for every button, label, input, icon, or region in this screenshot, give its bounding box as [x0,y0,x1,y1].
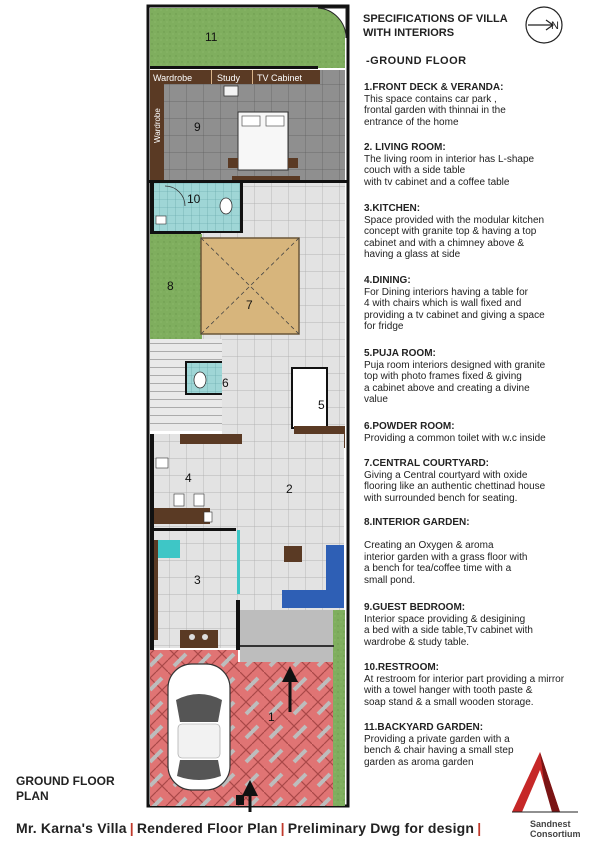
label-wardrobe: Wardrobe [153,73,193,83]
kitchen-counter [180,630,218,648]
spec-item [364,275,590,333]
north-symbol [526,7,562,43]
spec-body: Creating an Oxygen & aroma interior garden with a grass floor with a bench for tea/coffee time with a small pond. [364,540,528,586]
company-name-line1: Sandnest [530,819,571,829]
north-label: N [551,20,559,32]
front-steps [240,610,334,662]
spec-item [364,82,590,128]
floor-heading: -GROUND FLOOR [366,55,467,67]
label-wardrobe-side: Wardrobe [153,108,162,143]
interior-garden [150,234,202,339]
plan-title: GROUND FLOOR PLAN [16,774,115,803]
spec-body: Providing a private garden with a bench & chair having a small step garden as aroma garden [364,733,514,768]
spec-body: Giving a Central courtyard with oxide flooring like an authentic chettinad house with surrounded bench for seating. [364,469,546,504]
room-number-7: 7 [246,298,253,312]
room-number-4: 4 [185,471,192,485]
spec-item [364,722,532,768]
spec-heading: 11.BACKYARD GARDEN: [364,722,484,733]
project-name: Mr. Karna's Villa [16,820,127,836]
spec-item [364,421,590,444]
footer-separator: | [129,820,134,836]
label-tv-cabinet: TV Cabinet [257,73,303,83]
room-number-2: 2 [286,482,293,496]
label-study: Study [217,73,241,83]
dining-table [154,508,210,524]
room-number-8: 8 [167,279,174,293]
room-number-6: 6 [222,376,229,390]
spec-body: Space provided with the modular kitchen concept with granite top & having a top cabinet and with a chimney above & having a glass at side [364,214,545,260]
spec-heading: 6.POWDER ROOM: [364,421,455,432]
company-name-line2: Consortium [530,829,581,839]
sheet-name: Rendered Floor Plan [136,820,278,836]
spec-item [364,662,590,708]
study-chair [224,86,238,96]
spec-body: The living room in interior has L-shape couch with a side table with tv cabinet and a coffee table [364,153,535,188]
company-name [530,819,581,839]
footer-separator: | [477,820,482,836]
spec-heading: 10.RESTROOM: [364,662,440,673]
spec-item [364,458,590,504]
backyard-garden [150,8,345,68]
room-number-9: 9 [194,120,201,134]
spec-heading: 2. LIVING ROOM: [364,142,446,153]
coffee-table [284,546,302,562]
spec-item [364,517,590,586]
central-courtyard [201,238,299,334]
drawing-stage: Preliminary Dwg for design [287,820,475,836]
spec-body: This space contains car park , frontal garden with thinnai in the entrance of the home [364,93,506,128]
car [168,664,230,790]
room-number-3: 3 [194,573,201,587]
spec-title: SPECIFICATIONS OF VILLA WITH INTERIORS [363,13,508,39]
spec-body: Interior space providing & desigining a bed with a side table,Tv cabinet with wardrobe & study table. [364,613,533,648]
spec-heading: 5.PUJA ROOM: [364,348,436,359]
spec-heading: 8.INTERIOR GARDEN: [364,517,470,528]
room-number-1: 1 [268,710,275,724]
spec-item [364,348,590,406]
front-veranda [238,662,333,806]
restroom-wc [220,198,232,214]
spec-heading: 3.KITCHEN: [364,203,421,214]
spec-item [364,142,590,188]
room-number-5: 5 [318,398,325,412]
spec-body: For Dining interiors having a table for 4 with chairs which is wall fixed and providing a tv cabinet and giving a space for fridge [364,286,545,332]
room-number-11: 11 [205,30,218,44]
spec-body: At restroom for interior part providing a mirror with a towel hanger with tooth paste & soap stand & a small wooden storage. [364,673,565,708]
spec-item [364,602,590,648]
spec-body: Puja room interiors designed with granite top with photo frames fixed & giving a cabinet above and creating a divine value [364,359,546,405]
spec-heading: 9.GUEST BEDROOM: [364,602,466,613]
spec-heading: 7.CENTRAL COURTYARD: [364,458,490,469]
footer-titleblock [16,820,484,836]
footer-separator: | [280,820,285,836]
spec-item [364,203,590,261]
spec-heading: 1.FRONT DECK & VERANDA: [364,82,504,93]
spec-body: Providing a common toilet with w.c inside [364,432,546,444]
room-number-10: 10 [187,192,201,206]
spec-heading: 4.DINING: [364,275,411,286]
front-garden [333,610,345,806]
